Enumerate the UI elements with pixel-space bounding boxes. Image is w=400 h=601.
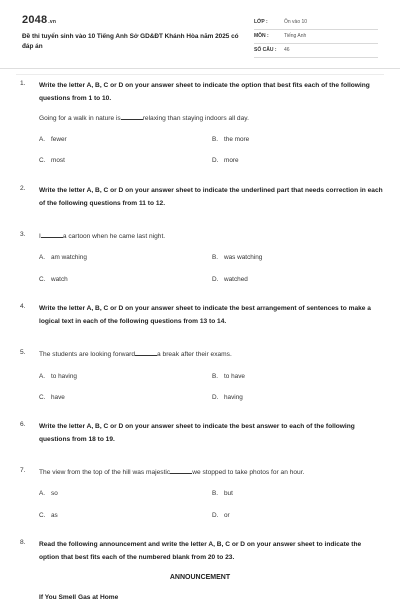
option-text: so: [51, 490, 58, 497]
option-text: to having: [51, 373, 77, 380]
option-letter: C.: [39, 512, 46, 519]
option-d[interactable]: [212, 512, 230, 519]
answer-blank: [121, 113, 143, 120]
option-text: but: [224, 490, 233, 497]
header-divider: [0, 68, 400, 69]
stem-part-2: relaxing than staying indoors all day.: [142, 115, 249, 122]
option-d[interactable]: [212, 157, 239, 164]
option-letter: C.: [39, 157, 46, 164]
option-letter: A.: [39, 490, 46, 497]
option-letter: B.: [212, 373, 219, 380]
stem-part-1: I: [39, 233, 41, 240]
answer-blank: [135, 349, 157, 356]
option-c[interactable]: [39, 394, 65, 401]
meta-row-subject: [254, 30, 378, 44]
announcement-heading: ANNOUNCEMENT: [169, 574, 231, 581]
option-text: or: [224, 512, 230, 519]
logo-suffix: .vn: [48, 19, 57, 25]
meta-panel: [254, 16, 378, 58]
option-text: as: [51, 512, 58, 519]
option-d[interactable]: [212, 394, 243, 401]
logo-text: 2048: [22, 14, 48, 26]
question-number: 5.: [20, 349, 26, 356]
content-divider: [16, 74, 384, 75]
option-letter: A.: [39, 254, 46, 261]
question-instruction: Write the letter A, B, C or D on your answer sheet to indicate the best answer to each of the following questions from 18 to 19.: [39, 423, 355, 443]
option-text: most: [51, 157, 65, 164]
question-stem: [39, 113, 383, 124]
document-title: Đề thi tuyển sinh vào 10 Tiếng Anh Sở GD&ĐT Khánh Hòa năm 2025 có đáp án: [22, 33, 239, 50]
option-a[interactable]: [39, 490, 58, 497]
option-text: the more: [224, 136, 250, 143]
page-header: [0, 0, 400, 64]
option-letter: D.: [212, 512, 219, 519]
option-c[interactable]: [39, 276, 68, 283]
option-b[interactable]: [212, 136, 249, 143]
option-c[interactable]: [39, 512, 58, 519]
option-text: to have: [224, 373, 245, 380]
option-text: watch: [51, 276, 68, 283]
option-letter: D.: [212, 157, 219, 164]
option-letter: D.: [212, 276, 219, 283]
option-a[interactable]: [39, 136, 67, 143]
question-stem: [39, 349, 383, 360]
stem-part-2: we stopped to take photos for an hour.: [192, 469, 305, 476]
option-letter: B.: [212, 136, 219, 143]
stem-part-1: Going for a walk in nature is: [39, 115, 121, 122]
option-a[interactable]: [39, 254, 87, 261]
question-stem: [39, 467, 383, 478]
question-instruction: Write the letter A, B, C or D on your answer sheet to indicate the option that best fits each of the following questions from 1 to 10.: [39, 82, 370, 102]
question-stem: [39, 231, 383, 242]
option-text: fewer: [51, 136, 67, 143]
question-instruction: Write the letter A, B, C or D on your answer sheet to indicate the best arrangement of sentences to make a logical text in each of the following questions from 13 to 14.: [39, 305, 371, 325]
option-text: was watching: [224, 254, 263, 261]
question-number: 2.: [20, 185, 26, 192]
stem-part-1: The view from the top of the hill was majestic: [39, 469, 171, 476]
question-number: 8.: [20, 539, 26, 546]
question-instruction: Read the following announcement and write the letter A, B, C or D on your answer sheet to indicate the option that best fits each of the numbered blank from 20 to 23.: [39, 541, 362, 561]
stem-part-1: The students are looking forward: [39, 351, 136, 358]
option-letter: D.: [212, 394, 219, 401]
meta-value: Ôn vào 10: [284, 19, 308, 25]
option-text: more: [224, 157, 239, 164]
stem-part-2: a break after their exams.: [157, 351, 232, 358]
question-number: 1.: [20, 80, 26, 87]
option-b[interactable]: [212, 373, 245, 380]
question-number: 6.: [20, 421, 26, 428]
meta-value: Tiếng Anh: [284, 33, 307, 39]
meta-label: SỐ CÂU :: [254, 47, 277, 53]
option-letter: C.: [39, 276, 46, 283]
option-letter: A.: [39, 136, 46, 143]
option-letter: B.: [212, 490, 219, 497]
question-number: 7.: [20, 467, 26, 474]
answer-blank: [41, 231, 63, 238]
option-letter: C.: [39, 394, 46, 401]
option-b[interactable]: [212, 254, 262, 261]
option-d[interactable]: [212, 276, 248, 283]
meta-row-count: [254, 44, 378, 58]
option-text: having: [224, 394, 243, 401]
option-a[interactable]: [39, 373, 77, 380]
option-c[interactable]: [39, 157, 65, 164]
meta-label: MÔN :: [254, 33, 269, 39]
question-instruction: Write the letter A, B, C or D on your answer sheet to indicate the underlined part that needs correction in each of the following questions from 11 to 12.: [39, 187, 383, 207]
option-text: am watching: [51, 254, 87, 261]
option-letter: B.: [212, 254, 219, 261]
meta-label: LỚP :: [254, 19, 268, 25]
question-number: 3.: [20, 231, 26, 238]
question-number: 4.: [20, 303, 26, 310]
site-logo[interactable]: [22, 14, 56, 26]
option-b[interactable]: [212, 490, 233, 497]
option-text: have: [51, 394, 65, 401]
stem-part-2: a cartoon when he came last night.: [62, 233, 166, 240]
option-text: watched: [224, 276, 248, 283]
option-letter: A.: [39, 373, 46, 380]
answer-blank: [170, 467, 192, 474]
announcement-subtitle: If You Smell Gas at Home: [39, 594, 119, 601]
meta-row-class: [254, 16, 378, 30]
meta-value: 46: [284, 47, 290, 53]
